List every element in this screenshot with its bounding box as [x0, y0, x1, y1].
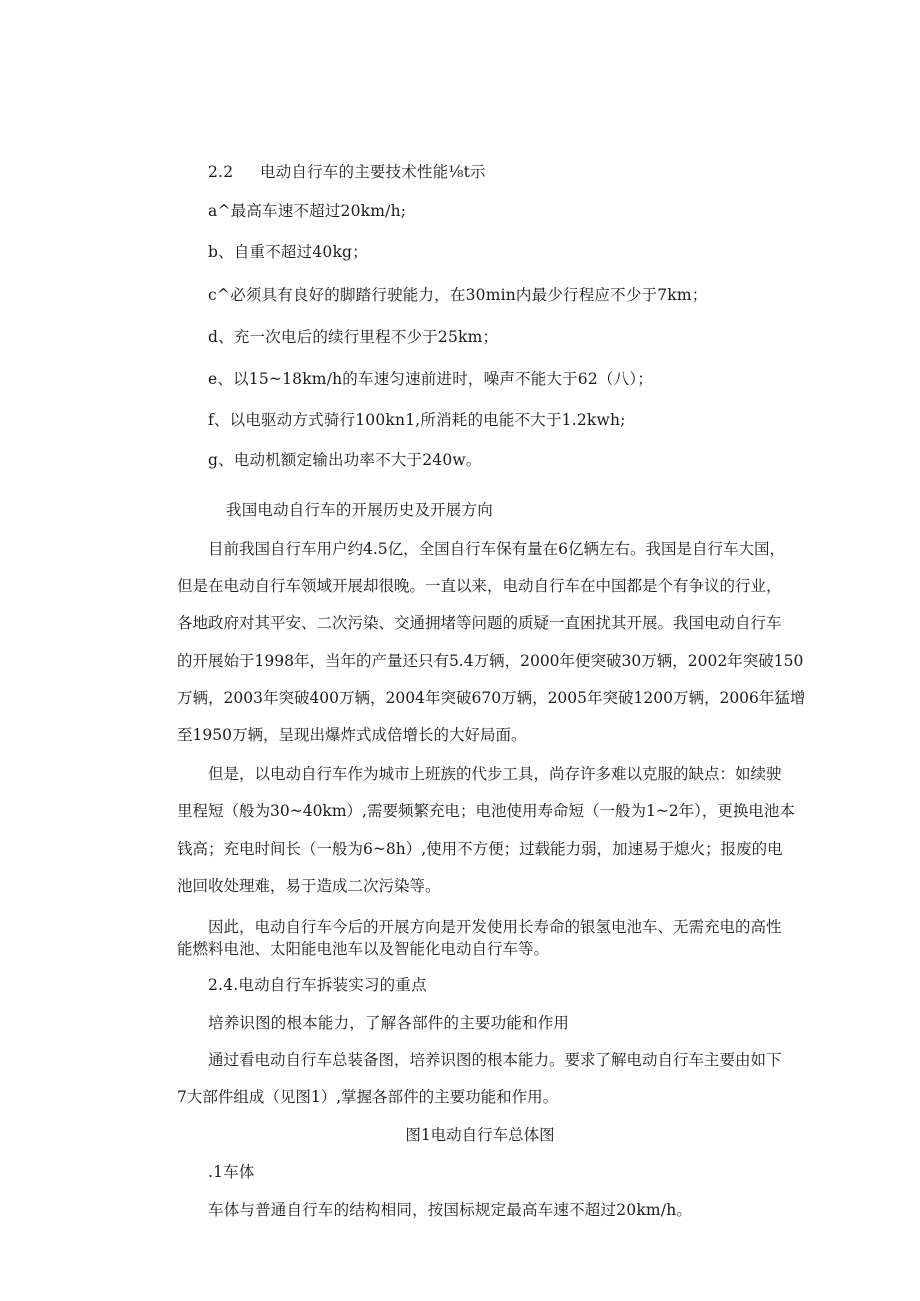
- spec-item-b: b、自重不超过40kg；: [208, 243, 368, 261]
- spec-item-a: a^最高车速不超过20km∕h;: [208, 202, 407, 220]
- paragraph-line: 万辆，2003年突破400万辆，2004年突破670万辆，2005年突破1200万辆，2006年猛增: [177, 689, 806, 707]
- paragraph-line: 通过看电动自行车总装备图，培养识图的根本能力。要求了解电动自行车主要由如下: [208, 1051, 782, 1069]
- paragraph-line: 各地政府对其平安、二次污染、交通拥堵等问题的质疑一直困扰其开展。我国电动自行车: [177, 614, 782, 632]
- section-2-2-heading: [208, 162, 486, 182]
- history-heading: 我国电动自行车的开展历史及开展方向: [226, 501, 493, 519]
- paragraph-line: 但是，以电动自行车作为城市上班族的代步工具，尚存许多难以克服的缺点：如续驶: [208, 765, 782, 783]
- paragraph-line: 因此，电动自行车今后的开展方向是开发使用长寿命的银氢电池车、无需充电的高性: [208, 918, 782, 936]
- paragraph-line: 7大部件组成（见图1）,掌握各部件的主要功能和作用。: [177, 1088, 559, 1106]
- section-number: 2.2: [208, 163, 234, 181]
- paragraph-line: 的开展始于1998年，当年的产量还只有5.4万辆，2000年便突破30万辆，2002年突破150: [177, 652, 804, 670]
- paragraph-line: 目前我国自行车用户约4.5亿，全国自行车保有量在6亿辆左右。我国是自行车大国，: [208, 540, 786, 558]
- spec-item-e: e、以15~18km∕h的车速匀速前进时，噪声不能大于62（八）；: [208, 370, 653, 388]
- section-2-4-heading: 2.4.电动自行车拆装实习的重点: [208, 976, 427, 994]
- paragraph-line: 里程短（般为30~40km）,需要频繁充电；电池使用寿命短（一般为1~2年），更换电池本: [177, 802, 795, 820]
- paragraph-line: 钱高；充电时间长（一般为6~8h）,使用不方便；过载能力弱，加速易于熄火；报废的电: [177, 840, 783, 858]
- spec-item-g: g、电动机额定输出功率不大于240w。: [208, 451, 482, 469]
- sub-heading: .1车体: [208, 1163, 255, 1181]
- section-title: 电动自行车的主要技术性能⅛t示: [260, 163, 486, 181]
- paragraph-line: 至1950万辆，呈现出爆炸式成倍增长的大好局面。: [177, 726, 527, 744]
- figure-caption: 图1电动自行车总体图: [405, 1126, 555, 1144]
- paragraph-line: 车体与普通自行车的结构相同，按国标规定最高车速不超过20km∕h。: [208, 1201, 693, 1219]
- paragraph-line: 但是在电动自行车领域开展却很晚。一直以来，电动自行车在中国都是个有争议的行业，: [177, 577, 782, 595]
- paragraph-line: 池回收处理难，易于造成二次污染等。: [177, 877, 441, 895]
- spec-item-f: f、以电驱动方式骑行100kn1,所消耗的电能不大于1.2kwh;: [208, 411, 626, 429]
- paragraph-line: 培养识图的根本能力，了解各部件的主要功能和作用: [208, 1014, 570, 1032]
- paragraph-line: 能燃料电池、太阳能电池车以及智能化电动自行车等。: [177, 940, 550, 958]
- spec-item-d: d、充一次电后的续行里程不少于25km；: [208, 328, 499, 346]
- spec-item-c: c^必须具有良好的脚踏行驶能力，在30min内最少行程应不少于7km；: [208, 286, 708, 304]
